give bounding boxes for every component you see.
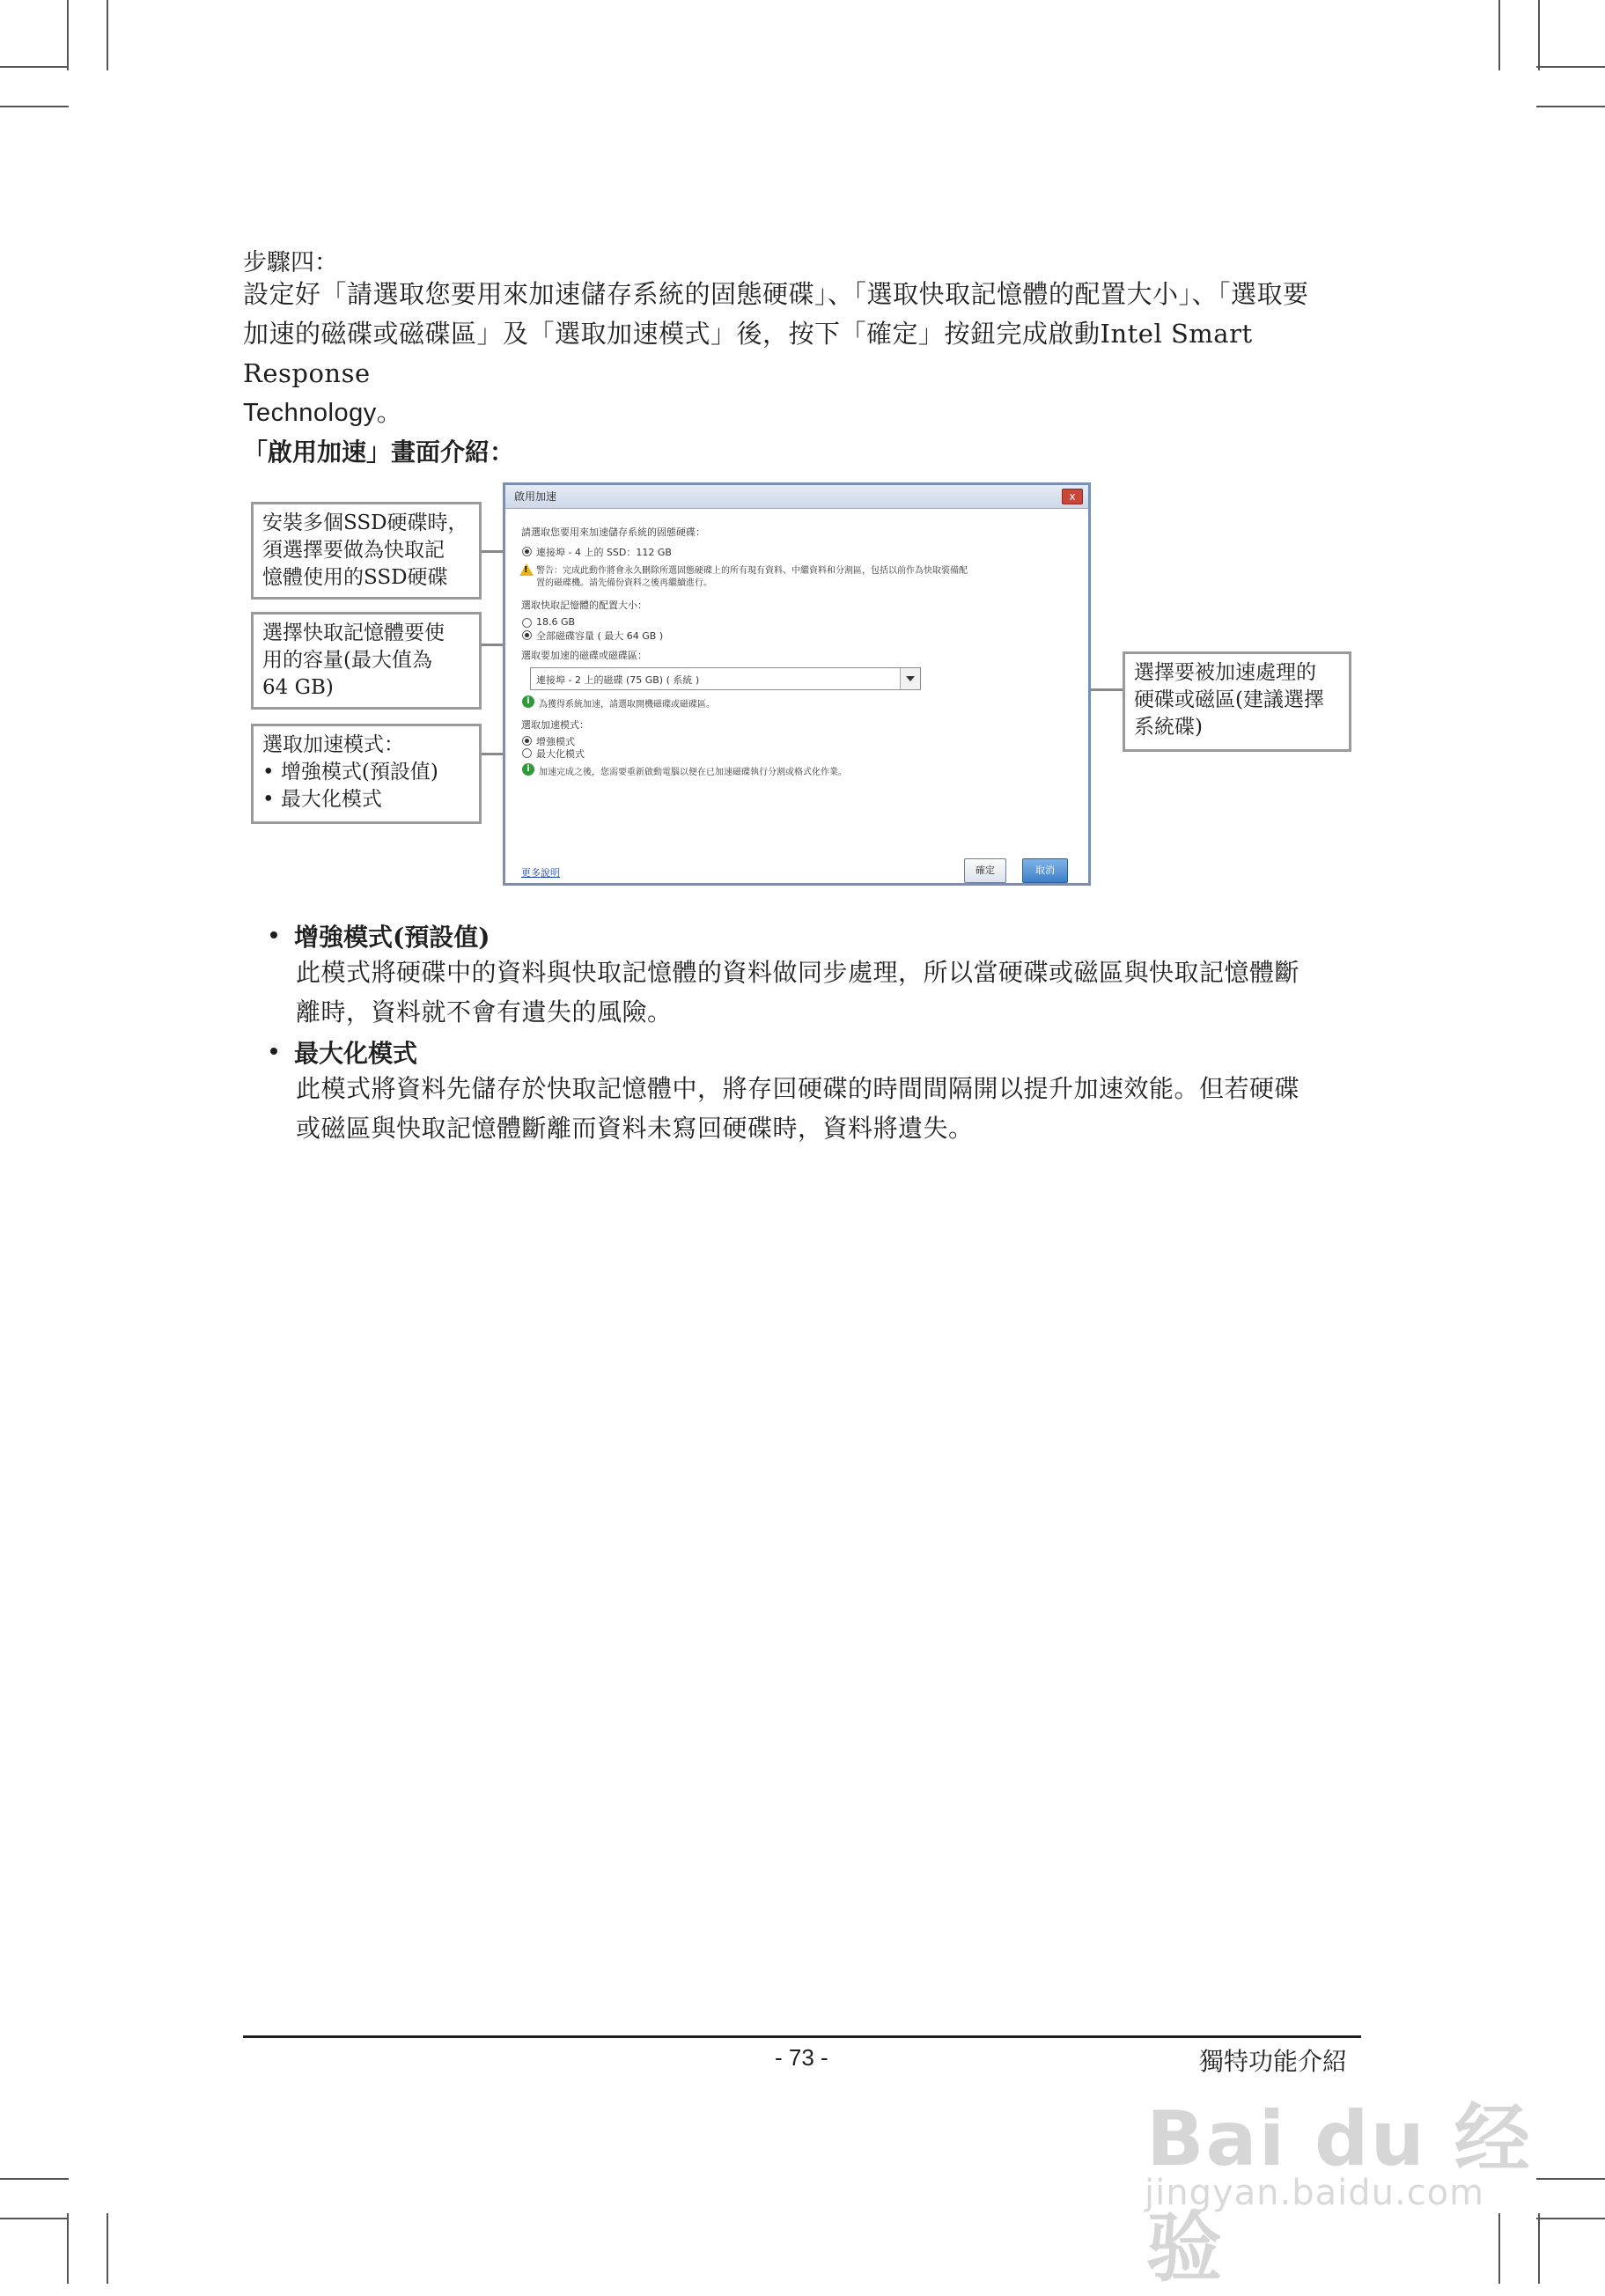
cache-radio-18gb[interactable] <box>522 618 532 628</box>
crop-mark <box>1536 66 1605 68</box>
watermark-logo: Bai du 经验 <box>1146 2095 1532 2292</box>
paragraph-line: 加速的磁碟或磁碟區」及「選取加速模式」後，按下「確定」按鈕完成啟動Intel Smart Response <box>243 319 1253 388</box>
disk-info-text: 為獲得系統加速，請選取開機磁碟或磁碟區。 <box>539 700 715 710</box>
more-help-link[interactable]: 更多說明 <box>521 867 560 879</box>
mode-radio-enhanced[interactable] <box>522 736 532 746</box>
cache-prompt: 選取快取記憶體的配置大小： <box>521 600 647 611</box>
paragraph-line: 離時，資料就不會有遺失的風險。 <box>296 997 673 1027</box>
step-paragraph <box>243 275 1370 433</box>
callout-line: 硬碟或磁區(建議選擇 <box>1134 688 1324 711</box>
callout-line: 64 GB) <box>262 676 334 699</box>
callout-line: 系統碟) <box>1134 716 1203 739</box>
watermark-url: jingyan.baidu.com <box>1145 2173 1485 2213</box>
step-title: 步驟四： <box>243 249 338 276</box>
paragraph-line: 此模式將硬碟中的資料與快取記憶體的資料做同步處理，所以當硬碟或磁區與快取記憶體斷 <box>296 958 1300 987</box>
callout-line: 安裝多個SSD硬碟時， <box>262 511 468 534</box>
dialog-title: 啟用加速 <box>514 490 557 503</box>
paragraph-line: 或磁區與快取記憶體斷離而資料未寫回硬碟時，資料將遺失。 <box>296 1114 974 1143</box>
paragraph-line: 設定好「請選取您要用來加速儲存系統的固態硬碟」、「選取快取記憶體的配置大小」、「選取要 <box>243 279 1309 309</box>
callout-line: 選取加速模式： <box>262 733 404 756</box>
crop-mark <box>1498 0 1500 70</box>
crop-mark <box>1538 0 1540 70</box>
page-number: - 73 - <box>775 2044 828 2071</box>
chevron-down-icon <box>900 668 920 689</box>
disk-prompt: 選取要加速的磁碟或磁碟區： <box>521 650 647 661</box>
cache-option-label: 全部磁碟容量 ( 最大 64 GB ) <box>536 630 664 642</box>
paragraph-line: 此模式將資料先儲存於快取記憶體中，將存回硬碟的時間間隔開以提升加速效能。但若硬碟 <box>296 1074 1300 1103</box>
callout-cache-size <box>251 612 482 710</box>
crop-mark <box>107 2213 108 2284</box>
crop-mark <box>0 106 69 107</box>
bullet-paragraph-maximized <box>296 1069 1372 1148</box>
paragraph-line: Technology。 <box>243 399 403 427</box>
ssd-prompt: 請選取您要用來加速儲存系統的固態硬碟： <box>521 526 705 538</box>
bullet-title-enhanced: 增強模式(預設值) <box>294 923 490 952</box>
crop-mark <box>0 2218 69 2219</box>
bullet-title-maximized: 最大化模式 <box>294 1039 418 1068</box>
section-title: 「啟用加速」畫面介紹： <box>243 438 515 467</box>
callout-line: • 增強模式(預設值) <box>262 761 438 784</box>
callout-line: 用的容量(最大值為 <box>262 649 432 672</box>
cancel-button[interactable]: 取消 <box>1022 858 1068 883</box>
cache-option-label: 18.6 GB <box>536 616 576 628</box>
bullet-paragraph-enhanced <box>296 953 1372 1032</box>
dialog-titlebar <box>505 485 1088 509</box>
close-icon[interactable]: x <box>1062 489 1083 504</box>
crop-mark <box>107 0 108 70</box>
ok-button[interactable]: 確定 <box>964 858 1006 883</box>
mode-option-label: 增強模式 <box>536 736 575 747</box>
ssd-radio[interactable] <box>522 547 532 556</box>
callout-line: 憶體使用的SSD硬碟 <box>262 566 448 589</box>
callout-mode <box>251 724 482 824</box>
callout-target-disk <box>1123 651 1351 752</box>
crop-mark <box>1536 106 1605 107</box>
bullet-dot <box>270 931 277 938</box>
callout-line: • 最大化模式 <box>262 788 382 811</box>
bullet-dot <box>270 1048 277 1055</box>
warning-text: 置的磁碟機。請先備份資料之後再繼續進行。 <box>536 578 712 588</box>
footer-section-label: 獨特功能介紹 <box>1199 2047 1348 2076</box>
warning-text: 警告：完成此動作將會永久刪除所選固態硬碟上的所有現有資料、中繼資料和分割區，包括以前作為快取裝備配 <box>536 566 968 576</box>
callout-line: 須選擇要做為快取記 <box>262 539 445 562</box>
crop-mark <box>0 2178 69 2180</box>
disk-select[interactable] <box>530 667 921 690</box>
crop-mark <box>67 0 69 70</box>
disk-select-value: 連接埠 - 2 上的磁碟 (75 GB) ( 系統 ) <box>536 674 700 686</box>
info-icon: i <box>522 695 534 708</box>
ssd-option-label: 連接埠 - 4 上的 SSD：112 GB <box>536 547 672 558</box>
mode-option-label: 最大化模式 <box>536 748 585 760</box>
mode-prompt: 選取加速模式： <box>521 719 589 731</box>
enable-acceleration-dialog <box>503 482 1091 886</box>
mode-radio-maximized[interactable] <box>522 748 532 758</box>
callout-line: 選擇快取記憶體要使 <box>262 622 445 644</box>
callout-ssd <box>251 502 482 600</box>
mode-info-text: 加速完成之後，您需要重新啟動電腦以便在已加速磁碟執行分割或格式化作業。 <box>539 768 847 777</box>
footer-rule <box>243 2035 1361 2038</box>
crop-mark <box>67 2213 69 2284</box>
warning-icon: ! <box>519 563 534 576</box>
callout-line: 選擇要被加速處理的 <box>1134 661 1316 684</box>
crop-mark <box>0 66 69 68</box>
dialog-body <box>505 509 1088 883</box>
info-icon: i <box>522 763 534 776</box>
cache-radio-full[interactable] <box>522 630 532 640</box>
